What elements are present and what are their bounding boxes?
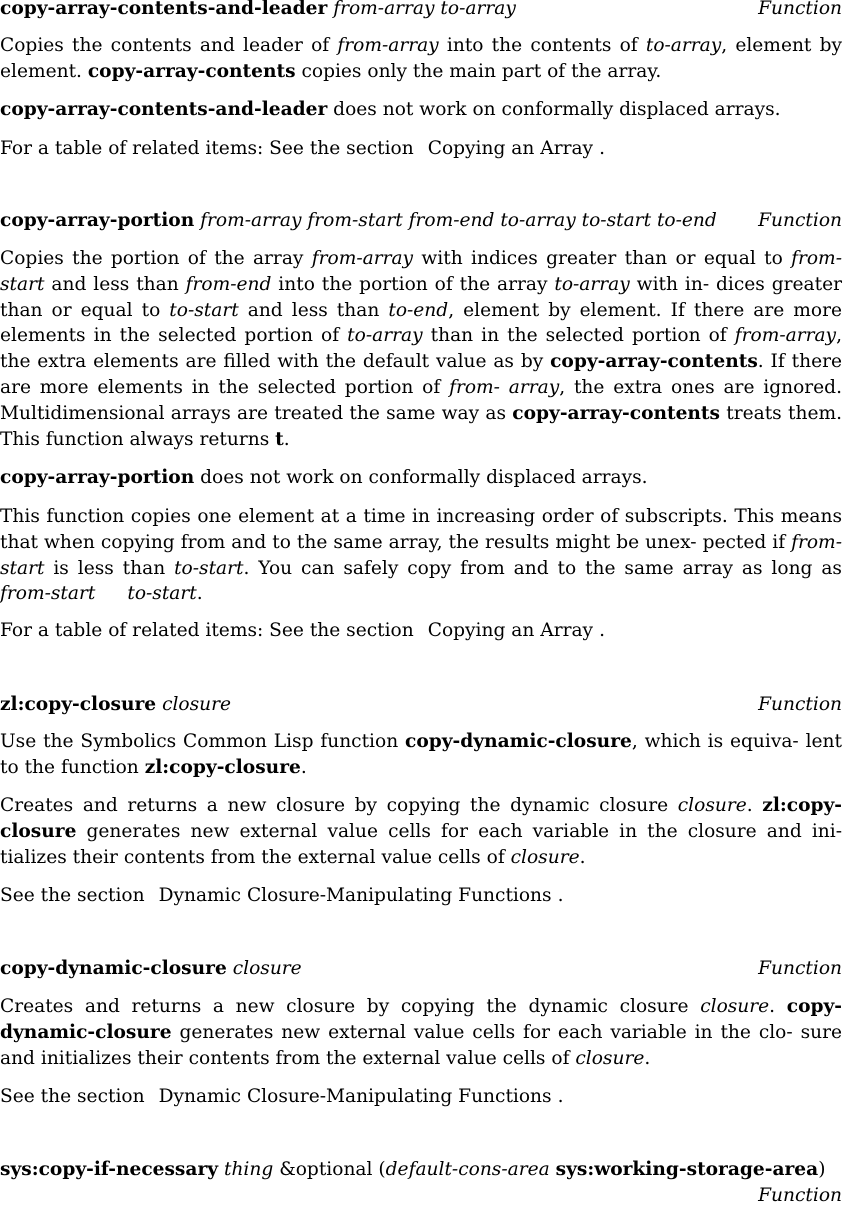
note-paragraph: copy-array-contents-and-leader does not work on conformally displaced arrays.	[0, 99, 781, 120]
entry-kind-label: Function	[758, 958, 842, 979]
description-paragraph-2: Creates and returns a new closure by copying the dynamic closure closure. zl:copy- closure generates new external value cells for each variable in the closure and ini- tializes their contents from the external value cells of closure.	[0, 795, 842, 868]
order-paragraph: This function copies one element at a time in increasing order of subscripts. This means that when copying from and to the same array, the results might be unex- pected if from-start is less than to-start. You can safely copy from and to the same array as long as from-start to-start.	[0, 506, 842, 605]
optional-keyword: &optional	[279, 1159, 373, 1180]
section-link-dynamic-closure-manipulating-functions[interactable]: Dynamic Closure-Manipulating Functions	[158, 1086, 552, 1107]
section-link-copying-an-array[interactable]: Copying an Array	[427, 620, 594, 641]
see-also-paragraph: For a table of related items: See the section Copying an Array .	[0, 620, 605, 641]
function-name: copy-dynamic-closure	[0, 958, 227, 979]
optional-arg-default: sys:working-storage-area	[555, 1159, 819, 1180]
see-also-paragraph: See the section Dynamic Closure-Manipulating Functions .	[0, 1086, 564, 1107]
function-args: from-array from-start from-end to-array to-start to-end	[200, 210, 717, 231]
entry-kind-label: Function	[758, 1185, 842, 1206]
function-args: closure	[232, 958, 302, 979]
description-paragraph: Use the Symbolics Common Lisp function copy-dynamic-closure, which is equiva- lent to the function zl:copy-closure.	[0, 731, 842, 778]
entry-header-copy-dynamic-closure	[0, 956, 842, 982]
description-paragraph: Copies the contents and leader of from-array into the contents of to-array, element by element. copy-array-contents copies only the main part of the array.	[0, 35, 842, 82]
optional-arg-name: default-cons-area	[385, 1159, 550, 1180]
see-also-paragraph: For a table of related items: See the section Copying an Array .	[0, 138, 605, 159]
entry-kind-label: Function	[758, 694, 842, 715]
entry-header-zl-copy-closure	[0, 692, 842, 718]
entry-header-copy-array-contents-and-leader	[0, 0, 842, 22]
function-name: copy-array-portion	[0, 210, 195, 231]
function-args: thing	[223, 1159, 274, 1180]
entry-kind-label: Function	[758, 210, 842, 231]
section-link-copying-an-array[interactable]: Copying an Array	[427, 138, 594, 159]
description-paragraph: Copies the portion of the array from-array with indices greater than or equal to from-start and less than from-end into the portion of the array to-array with in- dices greater than or equal to to-start and less than to-end, element by element. If there are more elements in the selected portion of to-array than in the selected portion of from-array, the extra elements are filled with the default value as by copy-array-contents. If there are more elements in the selected portion of from- array, the extra ones are ignored. Multidimensional arrays are treated the same way as copy-array-contents treats them. This function always returns t.	[0, 248, 842, 450]
function-args: closure	[162, 694, 232, 715]
function-args: from-array to-array	[333, 0, 516, 19]
function-name: copy-array-contents-and-leader	[0, 0, 328, 19]
entry-header-sys-copy-if-necessary: sys:copy-if-necessary thing &optional (default-cons-area sys:working-storage-area)	[0, 1159, 826, 1180]
section-link-dynamic-closure-manipulating-functions[interactable]: Dynamic Closure-Manipulating Functions	[158, 885, 552, 906]
see-also-paragraph: See the section Dynamic Closure-Manipulating Functions .	[0, 885, 564, 906]
entry-kind-label: Function	[758, 0, 842, 19]
description-paragraph: Creates and returns a new closure by copying the dynamic closure closure. copy- dynamic-closure generates new external value cells for each variable in the clo- sure and initializes their contents from the external value cells of closure.	[0, 996, 842, 1069]
entry-header-copy-array-portion	[0, 208, 842, 234]
note-paragraph: copy-array-portion does not work on conformally displaced arrays.	[0, 467, 648, 488]
function-name: sys:copy-if-necessary	[0, 1159, 219, 1180]
function-name: zl:copy-closure	[0, 694, 157, 715]
